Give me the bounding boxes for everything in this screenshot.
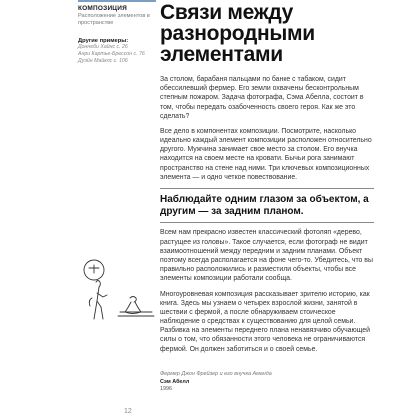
sidebar bbox=[78, 0, 154, 65]
composition-sketch-illustration bbox=[78, 258, 158, 334]
example-item: Анри Картье-Брессон с. 76 bbox=[78, 51, 145, 58]
section-subtitle: Расположение элементов в пространстве bbox=[78, 13, 150, 26]
example-item: Дуэйн Майклс с. 106 bbox=[78, 58, 128, 65]
divider bbox=[160, 222, 374, 223]
examples-title: Другие примеры: bbox=[78, 38, 129, 45]
section-accent-bar bbox=[78, 0, 156, 2]
subheading: Наблюдайте одним глазом за объектом, а другим — за задним планом. bbox=[160, 193, 369, 217]
page-number: 12 bbox=[124, 408, 132, 415]
caption-description: Фермер Джон Фрейзер и его внучка Аманда bbox=[160, 371, 272, 377]
paragraph: За столом, барабаня пальцами по банке с табаком, сидит обессилевший фермер. Его земли охвачены бесконтрольным степным пожаром. Задача фотографа, Сэма Абелла, состоит в том, чтобы передать озабоченность своего героя. Как же это сделать? bbox=[160, 76, 364, 120]
section-title: КОМПОЗИЦИЯ bbox=[78, 5, 128, 12]
paragraph: Все дело в компонентах композиции. Посмотрите, насколько идеально каждый элемент композиции расположен относительно другого. Мужчина занимает свое место за столом. Его внучка находится на своем месте на кровати. Бычьи рога занимают пространство на стене над ними. Три ключевых композиционных элемента — и одно четкое повествование. bbox=[160, 127, 372, 181]
paragraph: Всем нам прекрасно известен классический фотоляп «дерево, растущее из головы». Такое случается, если фотограф не видит взаимоотношений между передним и задним планами. Объект поэтому всегда располагается на фоне чего-то. Убедитесь, что вы правильно расположились и разместили объекты, чтобы все элементы композиции работали сообща. bbox=[160, 229, 373, 283]
main-content bbox=[160, 0, 374, 360]
photo-caption bbox=[160, 371, 370, 392]
paragraph: Многоуровневая композиция рассказывает зрителю историю, как книга. Здесь мы узнаем о четырех взрослой жизни, занятой в шествии с фермой, а после обнаруживаем стоическое наблюдение о средствах к существованию для целой семьи. Разбивка на элементы переднего плана ненавязчиво обучающей силы о том, что обязанности этого человека не ограничиваются фермой. Он должен заботиться и о своей семье. bbox=[160, 290, 370, 353]
page-title: Связи между разнородными элементами bbox=[160, 1, 315, 66]
caption-year: 1996 bbox=[160, 386, 172, 392]
divider bbox=[160, 188, 374, 189]
caption-author: Сэм Абелл bbox=[160, 379, 190, 385]
example-item: Доннеби Хайнс с. 26 bbox=[78, 44, 128, 51]
